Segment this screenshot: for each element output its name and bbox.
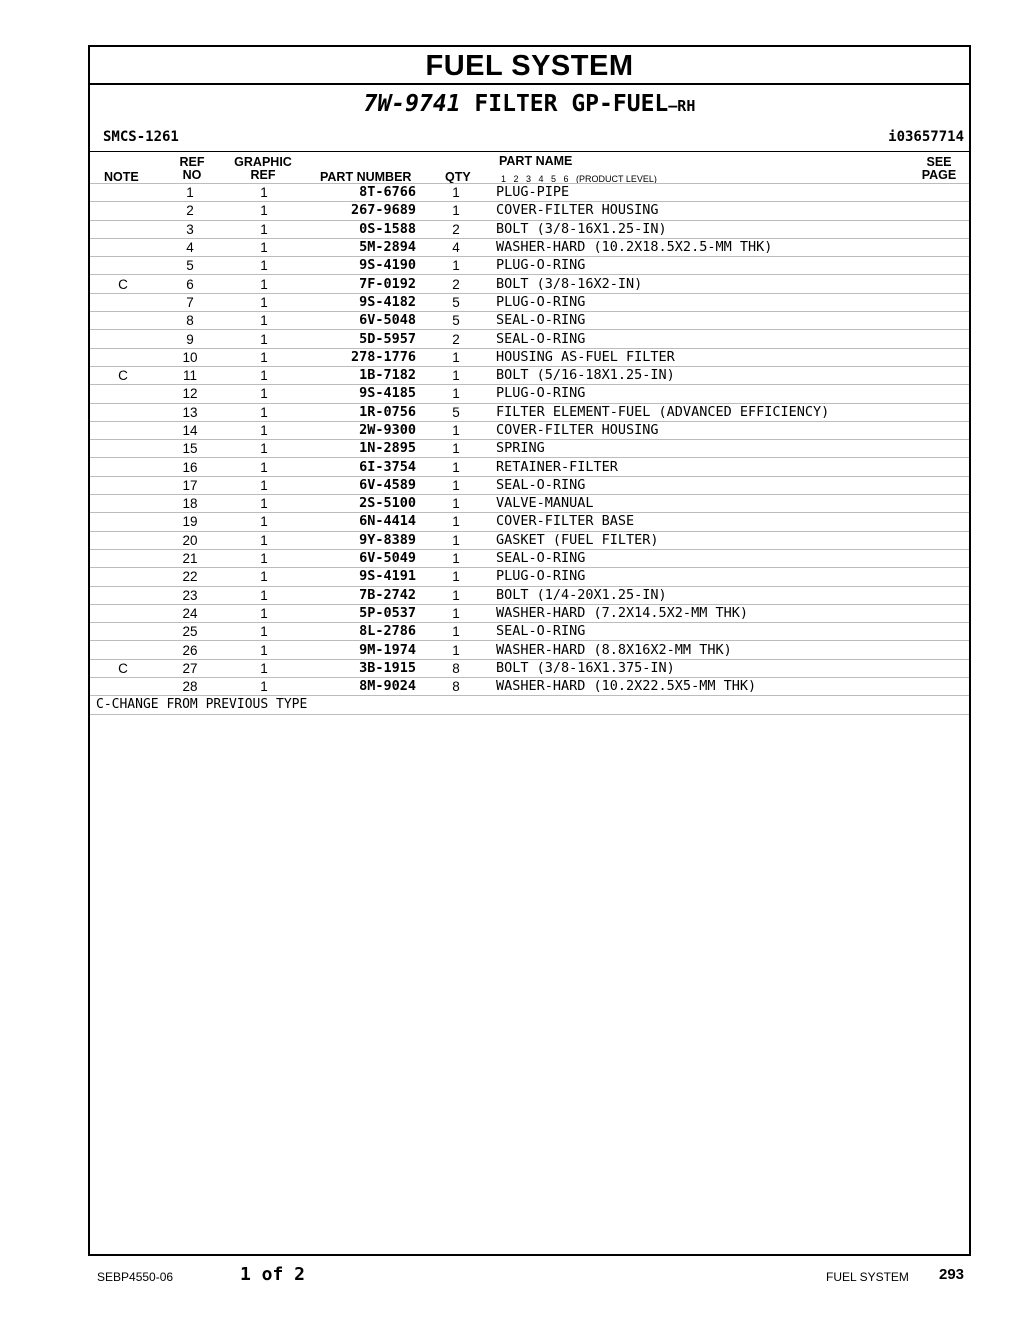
cell-ref: 19 [156, 513, 224, 531]
cell-note [90, 568, 156, 586]
cell-ref: 26 [156, 641, 224, 659]
cell-gref: 1 [224, 549, 304, 567]
cell-pn: 8T-6766 [304, 184, 416, 202]
cell-qty: 1 [416, 549, 496, 567]
cell-note [90, 586, 156, 604]
table-row [90, 257, 969, 275]
footer-section: FUEL SYSTEM [826, 1270, 909, 1284]
cell-name: COVER-FILTER HOUSING [496, 421, 969, 439]
cell-name: BOLT (3/8-16X2-IN) [496, 275, 969, 293]
cell-qty: 1 [416, 184, 496, 202]
smcs-code: SMCS-1261 [103, 129, 179, 145]
table-row [90, 495, 969, 513]
cell-qty: 2 [416, 220, 496, 238]
cell-note [90, 220, 156, 238]
cell-pn: 6I-3754 [304, 458, 416, 476]
cell-qty: 5 [416, 293, 496, 311]
cell-ref: 22 [156, 568, 224, 586]
cell-ref: 11 [156, 366, 224, 384]
cell-note [90, 549, 156, 567]
cell-qty: 1 [416, 586, 496, 604]
cell-name: WASHER-HARD (10.2X18.5X2.5-MM THK) [496, 238, 969, 256]
cell-note [90, 312, 156, 330]
cell-name: GASKET (FUEL FILTER) [496, 531, 969, 549]
cell-note [90, 330, 156, 348]
table-row [90, 275, 969, 293]
cell-gref: 1 [224, 458, 304, 476]
col-header-ref-no [176, 156, 208, 182]
cell-qty: 1 [416, 366, 496, 384]
cell-pn: 9S-4191 [304, 568, 416, 586]
cell-pn: 5D-5957 [304, 330, 416, 348]
cell-note [90, 495, 156, 513]
cell-note [90, 348, 156, 366]
cell-pn: 278-1776 [304, 348, 416, 366]
cell-ref: 14 [156, 421, 224, 439]
table-row [90, 476, 969, 494]
cell-gref: 1 [224, 513, 304, 531]
cell-gref: 1 [224, 659, 304, 677]
cell-gref: 1 [224, 531, 304, 549]
cell-ref: 6 [156, 275, 224, 293]
cell-name: RETAINER-FILTER [496, 458, 969, 476]
cell-pn: 7F-0192 [304, 275, 416, 293]
cell-note: C [90, 366, 156, 384]
cell-gref: 1 [224, 403, 304, 421]
page-of: 1 of 2 [240, 1264, 306, 1285]
cell-qty: 1 [416, 348, 496, 366]
cell-ref: 13 [156, 403, 224, 421]
col-header-graphic-ref-line2: REF [250, 168, 276, 182]
cell-qty: 1 [416, 458, 496, 476]
cell-pn: 8M-9024 [304, 678, 416, 696]
col-header-part-name: PART NAME [499, 154, 573, 168]
cell-gref: 1 [224, 184, 304, 202]
cell-ref: 24 [156, 604, 224, 622]
table-row [90, 421, 969, 439]
cell-pn: 6N-4414 [304, 513, 416, 531]
cell-qty: 1 [416, 513, 496, 531]
cell-pn: 2S-5100 [304, 495, 416, 513]
cell-name: SEAL-O-RING [496, 476, 969, 494]
col-header-qty: QTY [445, 170, 471, 184]
table-row [90, 568, 969, 586]
cell-name: BOLT (1/4-20X1.25-IN) [496, 586, 969, 604]
cell-qty: 8 [416, 678, 496, 696]
cell-pn: 9Y-8389 [304, 531, 416, 549]
cell-qty: 1 [416, 495, 496, 513]
table-row [90, 549, 969, 567]
cell-note [90, 403, 156, 421]
cell-name: SEAL-O-RING [496, 330, 969, 348]
group-part-number: 7W-9741 [363, 91, 461, 117]
cell-qty: 1 [416, 257, 496, 275]
cell-name: WASHER-HARD (10.2X22.5X5-MM THK) [496, 678, 969, 696]
cell-qty: 1 [416, 531, 496, 549]
cell-name: PLUG-O-RING [496, 257, 969, 275]
cell-name: PLUG-O-RING [496, 568, 969, 586]
cell-gref: 1 [224, 220, 304, 238]
cell-gref: 1 [224, 238, 304, 256]
group-title [90, 91, 969, 117]
cell-name: WASHER-HARD (7.2X14.5X2-MM THK) [496, 604, 969, 622]
cell-note [90, 184, 156, 202]
cell-pn: 9S-4190 [304, 257, 416, 275]
cell-qty: 1 [416, 641, 496, 659]
cell-gref: 1 [224, 348, 304, 366]
cell-note [90, 440, 156, 458]
cell-name: COVER-FILTER HOUSING [496, 202, 969, 220]
cell-gref: 1 [224, 604, 304, 622]
cell-name: PLUG-O-RING [496, 293, 969, 311]
cell-pn: 0S-1588 [304, 220, 416, 238]
table-row [90, 678, 969, 696]
cell-qty: 2 [416, 275, 496, 293]
header-divider [90, 151, 969, 152]
table-row [90, 513, 969, 531]
cell-ref: 2 [156, 202, 224, 220]
cell-note: C [90, 659, 156, 677]
cell-ref: 8 [156, 312, 224, 330]
col-header-ref-no-line2: NO [182, 168, 202, 182]
cell-qty: 1 [416, 568, 496, 586]
table-row [90, 312, 969, 330]
cell-ref: 9 [156, 330, 224, 348]
table-row [90, 293, 969, 311]
table-row [90, 366, 969, 384]
cell-pn: 1R-0756 [304, 403, 416, 421]
cell-qty: 1 [416, 604, 496, 622]
cell-qty: 1 [416, 623, 496, 641]
cell-note [90, 513, 156, 531]
cell-qty: 1 [416, 421, 496, 439]
cell-qty: 4 [416, 238, 496, 256]
cell-qty: 8 [416, 659, 496, 677]
cell-pn: 9S-4185 [304, 385, 416, 403]
cell-ref: 17 [156, 476, 224, 494]
cell-ref: 7 [156, 293, 224, 311]
cell-qty: 5 [416, 403, 496, 421]
cell-gref: 1 [224, 495, 304, 513]
cell-note [90, 531, 156, 549]
table-row [90, 623, 969, 641]
col-header-see-page [919, 156, 959, 182]
cell-name: FILTER ELEMENT-FUEL (ADVANCED EFFICIENCY) [496, 403, 969, 421]
cell-name: SEAL-O-RING [496, 312, 969, 330]
cell-note [90, 604, 156, 622]
cell-pn: 2W-9300 [304, 421, 416, 439]
parts-table [90, 183, 969, 715]
col-header-see-page-line2: PAGE [921, 168, 957, 182]
cell-ref: 5 [156, 257, 224, 275]
cell-ref: 10 [156, 348, 224, 366]
cell-gref: 1 [224, 202, 304, 220]
group-name: FILTER GP-FUEL [474, 91, 669, 117]
cell-name: PLUG-O-RING [496, 385, 969, 403]
cell-name: COVER-FILTER BASE [496, 513, 969, 531]
cell-gref: 1 [224, 641, 304, 659]
table-row [90, 641, 969, 659]
cell-gref: 1 [224, 421, 304, 439]
cell-name: BOLT (3/8-16X1.25-IN) [496, 220, 969, 238]
cell-gref: 1 [224, 385, 304, 403]
cell-ref: 25 [156, 623, 224, 641]
cell-note [90, 257, 156, 275]
cell-note [90, 476, 156, 494]
cell-pn: 9M-1974 [304, 641, 416, 659]
table-row [90, 385, 969, 403]
system-title: FUEL SYSTEM [90, 47, 969, 85]
table-row [90, 586, 969, 604]
cell-qty: 5 [416, 312, 496, 330]
cell-pn: 7B-2742 [304, 586, 416, 604]
cell-name: PLUG-PIPE [496, 184, 969, 202]
cell-ref: 15 [156, 440, 224, 458]
cell-pn: 5P-0537 [304, 604, 416, 622]
cell-note [90, 458, 156, 476]
cell-gref: 1 [224, 330, 304, 348]
cell-pn: 6V-5048 [304, 312, 416, 330]
cell-name: SEAL-O-RING [496, 623, 969, 641]
cell-ref: 18 [156, 495, 224, 513]
table-row [90, 458, 969, 476]
cell-qty: 1 [416, 385, 496, 403]
cell-note [90, 421, 156, 439]
col-header-product-level: 1 2 3 4 5 6 (PRODUCT LEVEL) [501, 174, 657, 184]
cell-name: SPRING [496, 440, 969, 458]
cell-name: SEAL-O-RING [496, 549, 969, 567]
table-row [90, 440, 969, 458]
cell-note [90, 238, 156, 256]
cell-note [90, 641, 156, 659]
cell-pn: 267-9689 [304, 202, 416, 220]
table-row [90, 531, 969, 549]
footnote-row [90, 696, 969, 714]
cell-pn: 5M-2894 [304, 238, 416, 256]
cell-gref: 1 [224, 366, 304, 384]
cell-name: WASHER-HARD (8.8X16X2-MM THK) [496, 641, 969, 659]
cell-gref: 1 [224, 678, 304, 696]
cell-name: VALVE-MANUAL [496, 495, 969, 513]
cell-pn: 6V-4589 [304, 476, 416, 494]
cell-qty: 1 [416, 440, 496, 458]
cell-pn: 8L-2786 [304, 623, 416, 641]
cell-ref: 28 [156, 678, 224, 696]
cell-ref: 1 [156, 184, 224, 202]
page-number: 293 [939, 1266, 965, 1283]
doc-number: SEBP4550-06 [97, 1270, 174, 1284]
cell-note [90, 293, 156, 311]
cell-pn: 1N-2895 [304, 440, 416, 458]
table-row [90, 202, 969, 220]
col-header-note: NOTE [104, 170, 139, 184]
cell-ref: 21 [156, 549, 224, 567]
col-header-see-page-line1: SEE [926, 155, 952, 169]
cell-gref: 1 [224, 476, 304, 494]
cell-note [90, 678, 156, 696]
cell-pn: 3B-1915 [304, 659, 416, 677]
table-row [90, 184, 969, 202]
cell-pn: 6V-5049 [304, 549, 416, 567]
cell-gref: 1 [224, 568, 304, 586]
cell-qty: 1 [416, 202, 496, 220]
cell-gref: 1 [224, 586, 304, 604]
cell-ref: 3 [156, 220, 224, 238]
cell-ref: 20 [156, 531, 224, 549]
table-row [90, 330, 969, 348]
cell-note [90, 202, 156, 220]
cell-ref: 4 [156, 238, 224, 256]
table-row [90, 238, 969, 256]
table-row [90, 604, 969, 622]
cell-name: BOLT (3/8-16X1.375-IN) [496, 659, 969, 677]
cell-gref: 1 [224, 257, 304, 275]
cell-ref: 16 [156, 458, 224, 476]
cell-note [90, 623, 156, 641]
cell-ref: 27 [156, 659, 224, 677]
table-row [90, 659, 969, 677]
cell-gref: 1 [224, 293, 304, 311]
cell-gref: 1 [224, 440, 304, 458]
col-header-graphic-ref-line1: GRAPHIC [234, 155, 292, 169]
group-suffix: –RH [668, 97, 696, 115]
cell-pn: 9S-4182 [304, 293, 416, 311]
table-row [90, 220, 969, 238]
cell-gref: 1 [224, 275, 304, 293]
col-header-part-number: PART NUMBER [320, 170, 412, 184]
cell-ref: 12 [156, 385, 224, 403]
cell-gref: 1 [224, 312, 304, 330]
cell-name: HOUSING AS-FUEL FILTER [496, 348, 969, 366]
col-header-ref-no-line1: REF [179, 155, 205, 169]
parts-page-frame [88, 45, 971, 1256]
cell-gref: 1 [224, 623, 304, 641]
col-header-graphic-ref [230, 156, 296, 182]
cell-qty: 2 [416, 330, 496, 348]
footnote-text: C-CHANGE FROM PREVIOUS TYPE [90, 696, 969, 714]
cell-note: C [90, 275, 156, 293]
cell-note [90, 385, 156, 403]
cell-ref: 23 [156, 586, 224, 604]
cell-name: BOLT (5/16-18X1.25-IN) [496, 366, 969, 384]
cell-qty: 1 [416, 476, 496, 494]
illustration-id: i03657714 [888, 129, 964, 145]
parts-table-body [90, 184, 969, 715]
table-row [90, 403, 969, 421]
cell-pn: 1B-7182 [304, 366, 416, 384]
table-row [90, 348, 969, 366]
